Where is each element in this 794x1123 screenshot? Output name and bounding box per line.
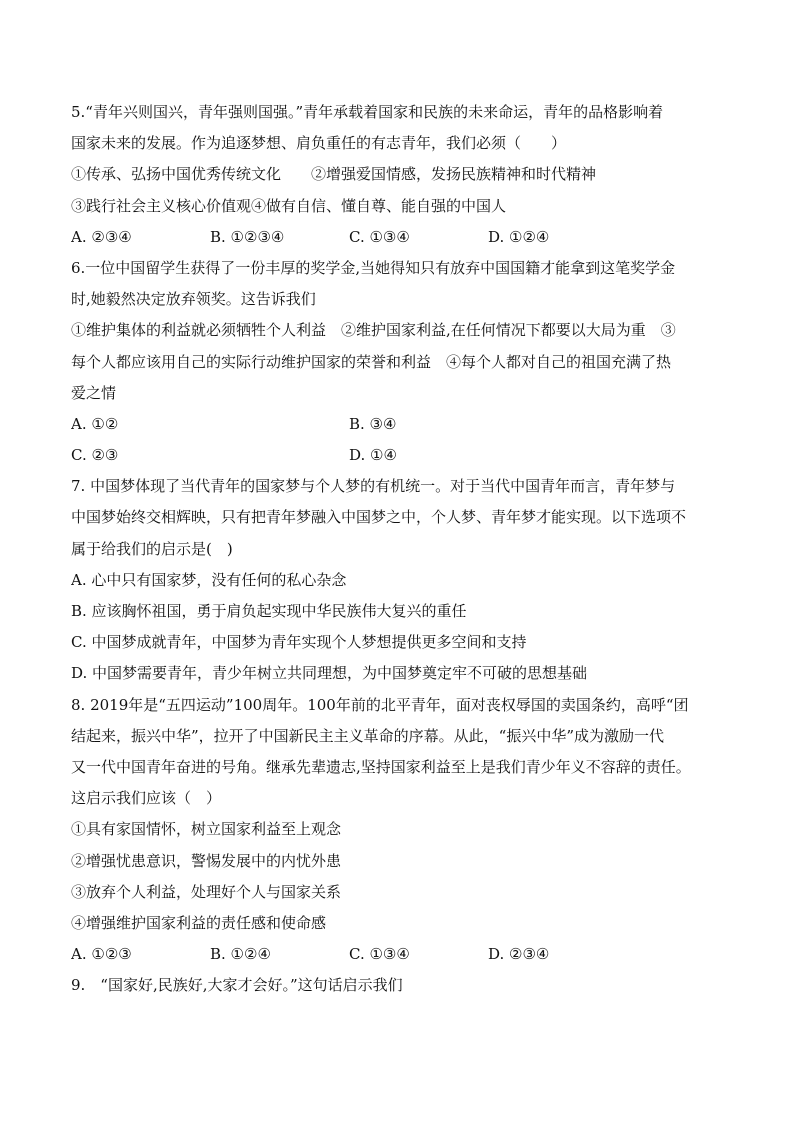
q8-stem-line-4: 这启示我们应该（ ）: [71, 789, 222, 808]
q7-option-a: A. 心中只有国家梦，没有任何的私心杂念: [71, 570, 347, 589]
q8-item-2: ②增强忧患意识，警惕发展中的内忧外患: [71, 851, 342, 870]
q8-option-c: C. ①③④: [349, 945, 410, 964]
q6-option-b: B. ③④: [349, 414, 397, 433]
q5-option-a: A. ②③④: [71, 227, 132, 246]
q5-item-line-2: ③践行社会主义核心价值观④做有自信、懂自尊、能自强的中国人: [71, 196, 507, 215]
q6-options-row-2: [71, 440, 726, 471]
q8-option-a: A. ①②③: [71, 945, 132, 964]
q6-option-d: D. ①④: [349, 446, 397, 465]
q7-stem-line-2: 中国梦始终交相辉映，只有把青年梦融入中国梦之中，个人梦、青年梦才能实现。以下选项不: [71, 508, 687, 527]
q6-item-line-3: 爱之情: [71, 383, 117, 402]
q8-item-4: ④增强维护国家利益的责任感和使命感: [71, 913, 327, 932]
q8-option-b: B. ①②④: [210, 945, 271, 964]
q6-option-c: C. ②③: [71, 446, 119, 465]
q5-options: [71, 222, 726, 253]
q5-item-line-1: ①传承、弘扬中国优秀传统文化 ②增强爱国情感，发扬民族精神和时代精神: [71, 165, 597, 184]
exam-page: [71, 97, 726, 1001]
q7-option-c: C. 中国梦成就青年，中国梦为青年实现个人梦想提供更多空间和支持: [71, 633, 527, 652]
q8-options: [71, 939, 726, 970]
q8-stem-line-1: 8. 2019年是“五四运动”100周年。100年前的北平青年，面对丧权辱国的卖国条约，高呼“团: [71, 695, 689, 714]
q8-stem-line-3: 又一代中国青年奋进的号角。继承先辈遗志,坚持国家利益至上是我们青少年义不容辞的责任。: [71, 757, 691, 776]
q5-stem-line-1: 5.“青年兴则国兴，青年强则国强。”青年承载着国家和民族的未来命运，青年的品格影响着: [71, 103, 664, 121]
q6-stem-line-2: 时,她毅然决定放弃领奖。这告诉我们: [71, 290, 316, 309]
q5-option-b: B. ①②③④: [210, 227, 285, 246]
q7-option-b: B. 应该胸怀祖国，勇于肩负起实现中华民族伟大复兴的重任: [71, 602, 467, 620]
q8-option-d: D. ②③④: [488, 945, 550, 964]
q8-item-3: ③放弃个人利益，处理好个人与国家关系: [71, 882, 342, 901]
q5-stem-line-2: 国家未来的发展。作为追逐梦想、肩负重任的有志青年，我们必须（ ）: [71, 134, 567, 153]
q5-option-c: C. ①③④: [349, 227, 410, 246]
q7-option-d: D. 中国梦需要青年，青少年树立共同理想，为中国梦奠定牢不可破的思想基础: [71, 664, 588, 683]
q6-item-line-2: 每个人都应该用自己的实际行动维护国家的荣誉和利益 ④每个人都对自己的祖国充满了热: [71, 352, 672, 371]
q6-item-line-1: ①维护集体的利益就必须牺牲个人利益 ②维护国家利益,在任何情况下都要以大局为重 ③: [71, 321, 676, 340]
q6-options-row-1: [71, 409, 726, 440]
q7-stem-line-1: 7. 中国梦体现了当代青年的国家梦与个人梦的有机统一。对于当代中国青年而言，青年梦与: [71, 477, 676, 496]
q8-item-1: ①具有家国情怀，树立国家利益至上观念: [71, 820, 342, 839]
q7-stem-line-3: 属于给我们的启示是( ): [71, 539, 233, 558]
q6-stem-line-1: 6.一位中国留学生获得了一份丰厚的奖学金,当她得知只有放弃中国国籍才能拿到这笔奖学金: [71, 258, 676, 277]
q5-option-d: D. ①②④: [488, 227, 550, 246]
q6-option-a: A. ①②: [71, 414, 119, 433]
q8-stem-line-2: 结起来，振兴中华”，拉开了中国新民主主义革命的序幕。从此，“振兴中华”成为激励一代: [71, 726, 665, 745]
q9-stem-line-1: 9. “国家好,民族好,大家才会好。”这句话启示我们: [71, 976, 403, 995]
